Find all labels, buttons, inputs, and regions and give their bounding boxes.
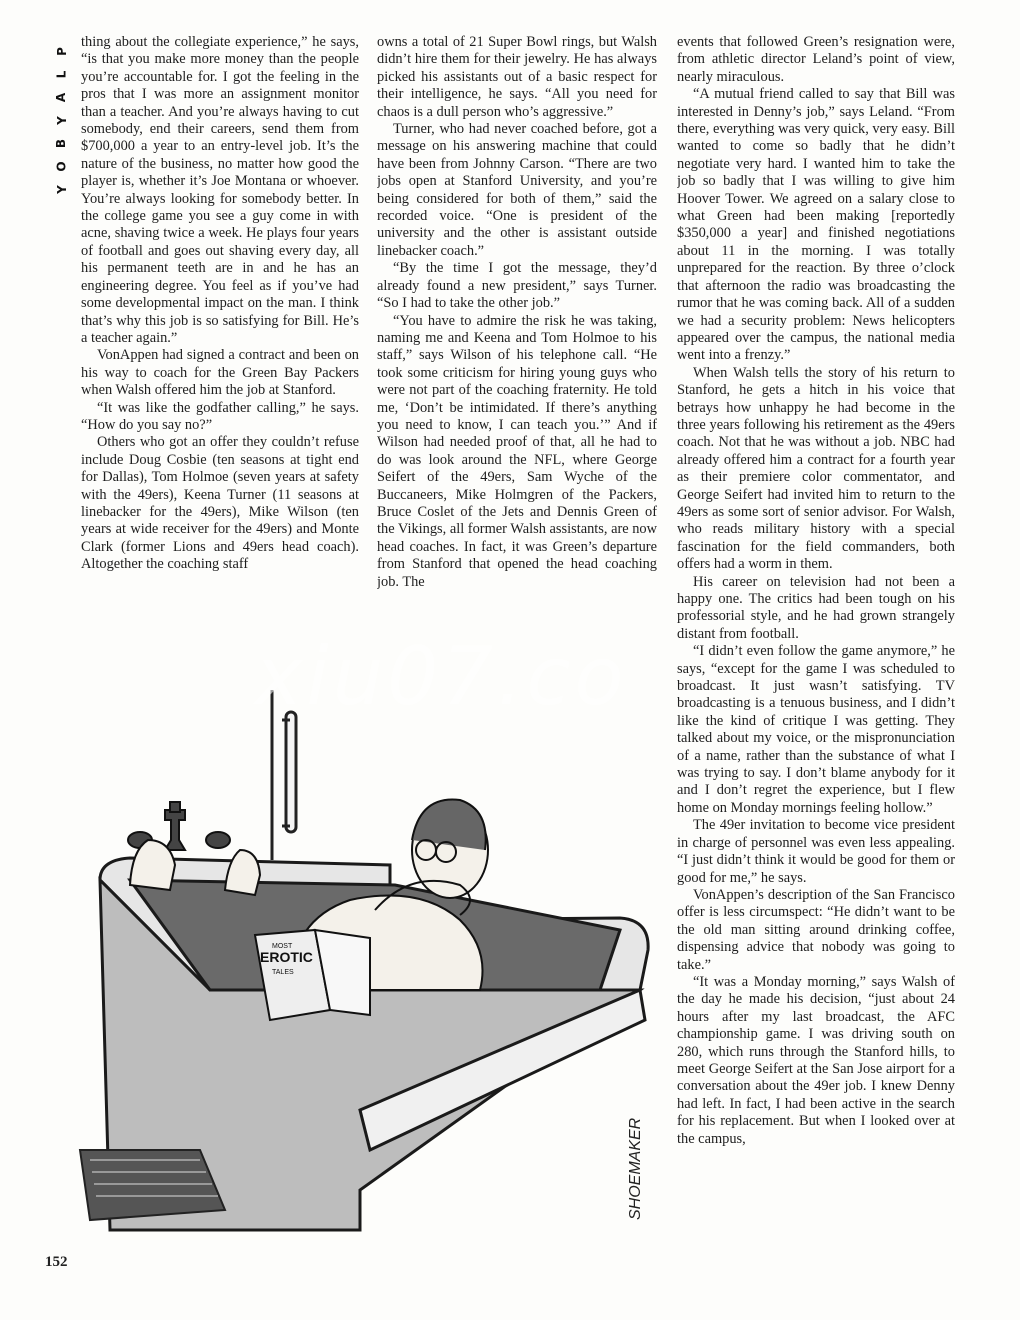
paragraph: VonAppen had signed a contract and been on his way to coach for the Green Bay Packers when Walsh offered him the job at Stanford. (81, 347, 359, 399)
paragraph: owns a total of 21 Super Bowl rings, but Walsh didn’t hire them for their jewelry. He has always picked his assistants out of a basic respect for their intelligence, he says. “All you need for chaos is a dull person who’s aggressive.” (377, 34, 657, 120)
paragraph: Turner, who had never coached before, got a message on his answering machine that could have been from Johnny Carson. “There are two jobs open at Stanford University, and you’re being considered for both of them,” said the recorded voice. “One is president of the university and the other is assistant outside linebacker coach.” (377, 121, 657, 259)
grab-bar-icon (272, 690, 296, 860)
article-column-1 (81, 34, 359, 660)
masthead-letter: O (54, 161, 69, 172)
book-title: EROTIC (260, 949, 313, 965)
paragraph: “I didn’t even follow the game anymore,” he says, “except for the game I was scheduled to broadcast. It just wasn’t satisfying. TV broadcasting is a tenuous business, and I didn’t like the kind of critique I was getting. They talked about my voice, or the mispronunciation of a name, rather than the substance of what I was trying to say. I don’t blame anybody for it and I don’t regret the experience, but I flew home on Monday mornings feeling hollow.” (677, 643, 955, 816)
article-column-3 (677, 34, 955, 1284)
masthead-letter: Y (54, 185, 69, 194)
paragraph: “It was a Monday morning,” says Walsh of the day he made his decision, “just about 24 hours after my last broadcast, the AFC championship game. I was driving south on 280, which runs through the Stanford hills, to meet George Seifert at the San Jose airport for a conversation about the 49er job. I knew Denny had left. In fact, I had been active in the search for his replacement. But when I looked over at the campus, (677, 973, 955, 1147)
masthead-letter: A (54, 92, 69, 103)
page-number: 152 (45, 1254, 68, 1270)
paragraph: His career on television had not been a happy one. The critics had been tough on his professorial style, and he had grown strangely distant from football. (677, 573, 955, 642)
book-icon (255, 930, 370, 1020)
masthead-letter: B (54, 138, 69, 149)
masthead-letter: P (54, 47, 69, 56)
bathtub-cartoon (60, 690, 670, 1250)
paragraph: When Walsh tells the story of his return to Stanford, he gets a hitch in his voice that betrays how unhappy he had become in the three years following his retirement as the 49ers coach. Not that he was without a job. NBC had already offered him a contract for a fourth year as their premiere color commentator, and George Seifert had invited him to return to the 49ers as some sort of senior advisor. For Walsh, who reads military history with a special fascination for the field commanders, both offers had a worm in them. (677, 364, 955, 573)
book-subtitle: TALES (272, 969, 294, 976)
masthead-letter: L (54, 70, 69, 79)
artist-signature: SHOEMAKER (627, 1117, 644, 1220)
article-column-2 (377, 34, 657, 660)
paragraph: “By the time I got the message, they’d already found a new president,” says Turner. “So I had to take the other job.” (377, 260, 657, 312)
paragraph: “You have to admire the risk he was taking, naming me and Keena and Tom Holmoe to his staff,” says Wilson of his telephone call. “He took some criticism for hiring young guys who were not part of the coaching fraternity. He told me, ‘Don’t be intimidated. If there’s anything you need to know, I can teach you.’” And if Wilson had needed proof of that, all he had to do was look around the NFL, where George Seifert of the 49ers, Sam Wyche of the Buccaneers, Mike Holmgren of the Packers, Bruce Coslet of the Jets and Dennis Green of the Vikings, all former Walsh assistants, are now head coaches. In fact, it was Green’s departure from Stanford that opened the head coaching job. The (377, 312, 657, 590)
paragraph: thing about the collegiate experience,” he says, “is that you make more money than the people you’re accountable for. I got the feeling in the pros that I was more an assignment monitor than a teacher. And you’re always having to cut somebody, end their careers, send them from $700,000 a year to an entry-level job. It’s the nature of the business, no matter how good the player is, whether it’s Joe Montana or whoever. You’re always looking for somebody better. In the college game you see a guy come in with acne, shaving twice a week. He plays four years of football and goes out shaving every day, all his permanent teeth are in and he has an engineering degree. You feel as if you’ve had some developmental impact on the man. I think that’s why this job is so satisfying for Bill. He’s a teacher again.” (81, 34, 359, 346)
paragraph: events that followed Green’s resignation were, from athletic director Leland’s point of view, nearly miraculous. (677, 34, 955, 85)
paragraph: Others who got an offer they couldn’t refuse include Doug Cosbie (ten seasons at tight end for Dallas), Tom Holmoe (seven years at safety with the 49ers), Keena Turner (11 seasons at linebacker for the 49ers), Mike Wilson (ten years at wide receiver for the 49ers) and Monte Clark (former Lions and 49ers head coach). Altogether the coaching staff (81, 434, 359, 573)
paragraph: “It was like the godfather calling,” he says. “How do you say no?” (81, 399, 359, 433)
watermark: xiu07.co (255, 630, 628, 723)
paragraph: “A mutual friend called to say that Bill was interested in Denny’s job,” says Leland. “From there, everything was very quick, very easy. Bill wanted to come so badly that he didn’t negotiate very hard. I wanted him to take the job so badly that I was willing to give him Hoover Tower. We agreed on a salary close to what Green had been making [reportedly $350,000 a year] and finished negotiations about 11 in the morning. I was totally unprepared for the reaction. By three o’clock that afternoon the radio was broadcasting the rumor that he was coming back. All of a sudden we had a security problem: News helicopters appeared over the campus, the national media went into a frenzy.” (677, 86, 955, 364)
masthead-letter: Y (54, 116, 69, 125)
book-title-small: MOST (272, 943, 293, 950)
bath-mat (80, 1150, 225, 1220)
paragraph: The 49er invitation to become vice president in charge of personnel was even less appealing. “I just didn’t think it would be good for them or good for me,” he says. (677, 817, 955, 886)
paragraph: VonAppen’s description of the San Francisco offer is less circumspect: “He didn’t want to be the old man sitting around drinking coffee, dispensing advice that nobody was going to take.” (677, 886, 955, 973)
masthead-playboy (54, 40, 70, 201)
